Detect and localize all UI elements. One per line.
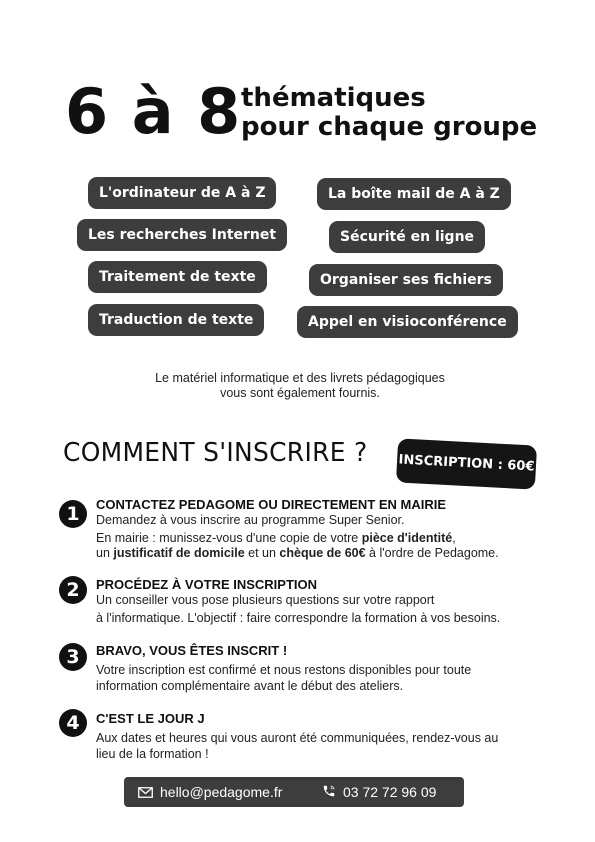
materials-note [120,371,480,401]
section-title: COMMENT S'INSCRIRE ? [63,438,368,468]
price-badge: INSCRIPTION : 60€ [396,438,537,489]
step-line: Votre inscription est confirmé et nous restons disponibles pour toute [96,663,472,677]
step-line: Aux dates et heures qui vous auront été communiquées, rendez-vous au [96,731,499,745]
email-text: hello@pedagome.fr [160,784,283,800]
step-line: Un conseiller vous pose plusieurs questions sur votre rapport [96,593,435,607]
contact-bar [124,777,464,807]
envelope-icon [138,778,153,808]
headline-line2: pour chaque groupe [241,112,538,142]
step-line: lieu de la formation ! [96,746,209,761]
topic-pill: Les recherches Internet [77,219,287,251]
step-line: information complémentaire avant le début des ateliers. [96,678,404,693]
step-title: C'EST LE JOUR J [96,711,205,726]
topic-pill: Appel en visioconférence [297,306,518,338]
contact-phone[interactable] [322,777,436,807]
headline-number: 6 à 8 [65,75,242,148]
phone-icon [322,778,336,808]
step-line: un justificatif de domicile et un chèque de 60€ à l'ordre de Pedagome. [96,546,499,560]
step-text [96,513,546,562]
step-line: à l'informatique. L'objectif : faire correspondre la formation à vos besoins. [96,610,501,625]
step-title: CONTACTEZ PEDAGOME OU DIRECTEMENT EN MAIRIE [96,497,447,512]
note-line2: vous sont également fournis. [220,386,380,400]
step-title: PROCÉDEZ À VOTRE INSCRIPTION [96,577,318,592]
topic-pill: Traitement de texte [88,261,267,293]
step-title: BRAVO, VOUS ÊTES INSCRIT ! [96,643,288,658]
step-line: En mairie : munissez-vous d'une copie de votre pièce d'identité, [96,530,456,545]
phone-text: 03 72 72 96 09 [343,784,437,800]
topic-pill: La boîte mail de A à Z [317,178,511,210]
topic-pill: Sécurité en ligne [329,221,485,253]
contact-email[interactable] [138,777,282,807]
topic-pill: L'ordinateur de A à Z [88,177,276,209]
step-line: Demandez à vous inscrire au programme Super Senior. [96,513,405,527]
step-1 [96,496,546,562]
step-number: 3 [59,643,87,671]
step-2 [96,576,546,626]
step-3 [96,642,546,694]
step-text [96,731,546,762]
step-number: 1 [59,500,87,528]
headline-subtitle [241,84,537,142]
headline-line1: thématiques [241,83,426,113]
topic-pill: Organiser ses fichiers [309,264,503,296]
topic-pill: Traduction de texte [88,304,264,336]
step-number: 4 [59,709,87,737]
step-text [96,593,546,626]
step-number: 2 [59,576,87,604]
note-line1: Le matériel informatique et des livrets pédagogiques [155,371,445,385]
step-4 [96,710,546,762]
step-text [96,663,546,694]
